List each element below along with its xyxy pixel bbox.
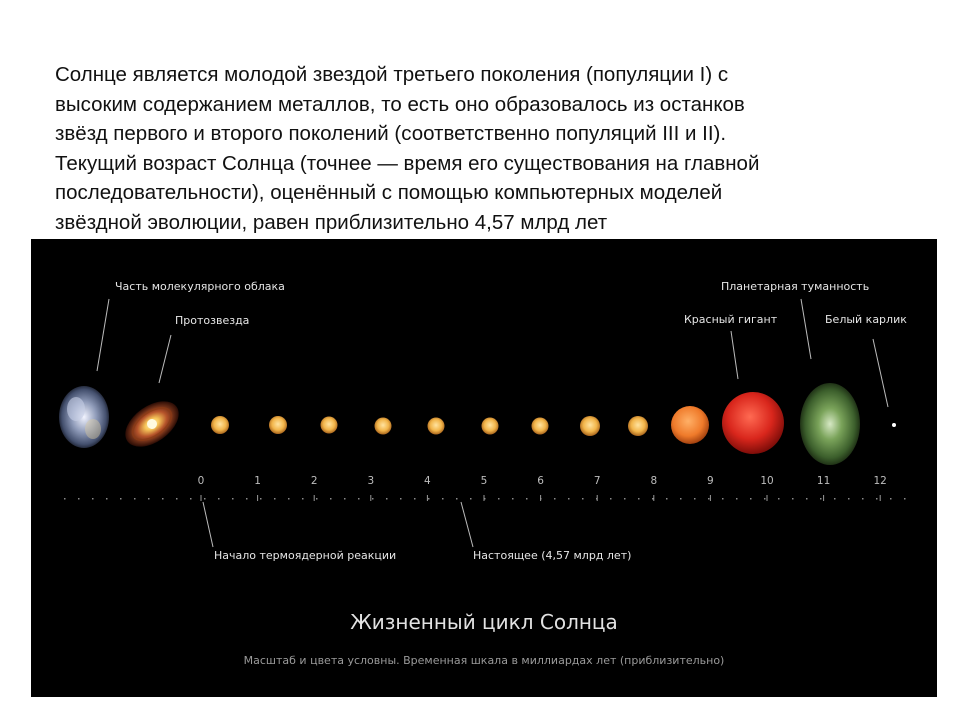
minor-tick: [414, 498, 416, 500]
pointer-line: [873, 339, 888, 407]
minor-tick: [232, 498, 234, 500]
minor-tick: [302, 498, 304, 500]
minor-tick: [792, 498, 794, 500]
minor-tick: [554, 498, 556, 500]
minor-tick: [92, 498, 94, 500]
minor-tick: [442, 498, 444, 500]
sun-lifecycle-diagram: [31, 239, 937, 697]
sun-3: [375, 418, 392, 435]
tick-label: 9: [707, 475, 714, 487]
minor-tick: [470, 498, 472, 500]
minor-tick: [736, 498, 738, 500]
intro-line: Солнце является молодой звездой третьего поколения (популяции I) с: [55, 63, 729, 86]
minor-tick: [260, 498, 262, 500]
pointer-line: [731, 331, 738, 379]
minor-tick: [694, 498, 696, 500]
sun-5: [482, 418, 499, 435]
pointer-line: [461, 502, 473, 547]
pointer-line: [801, 299, 811, 359]
minor-tick: [372, 498, 374, 500]
tick-label: 12: [873, 475, 887, 487]
minor-tick: [274, 498, 276, 500]
minor-tick: [568, 498, 570, 500]
minor-tick: [246, 498, 248, 500]
tick-label: 2: [310, 475, 318, 487]
minor-tick: [386, 498, 388, 500]
timeline-axis: [64, 475, 906, 501]
minor-tick: [64, 498, 66, 500]
pointer-line: [159, 335, 171, 383]
minor-tick: [680, 498, 682, 500]
tick-label: 11: [816, 475, 831, 487]
minor-tick: [148, 498, 150, 500]
minor-tick: [526, 498, 528, 500]
minor-tick: [764, 498, 766, 500]
white-dwarf: [892, 423, 896, 427]
tick-label: 10: [760, 475, 774, 487]
intro-line: высоким содержанием металлов, то есть оно образовалось из останков: [55, 92, 745, 116]
label-white-dwarf: Белый карлик: [825, 313, 907, 326]
minor-tick: [78, 498, 80, 500]
minor-tick: [162, 498, 164, 500]
sun-1: [269, 416, 287, 434]
sun-8: [628, 416, 648, 436]
diagram-canvas: [31, 239, 937, 697]
diagram-title: Жизненный цикл Солнца: [350, 610, 618, 634]
red-giant: [722, 392, 784, 454]
minor-tick: [582, 498, 584, 500]
minor-tick: [288, 498, 290, 500]
tick-label: 1: [254, 475, 261, 487]
tick-label: 0: [197, 475, 205, 487]
minor-tick: [666, 498, 668, 500]
label-molecular-cloud: Часть молекулярного облака: [115, 280, 285, 293]
minor-tick: [204, 498, 206, 500]
minor-tick: [358, 498, 360, 500]
minor-tick: [778, 498, 780, 500]
label-red-giant: Красный гигант: [684, 313, 778, 326]
minor-tick: [890, 498, 892, 500]
diagram-subtitle: Масштаб и цвета условны. Временная шкала в миллиардах лет (приблизительно): [243, 654, 725, 667]
tick-label: 4: [424, 475, 431, 487]
molecular-cloud: [59, 386, 109, 448]
sun-7: [580, 416, 600, 436]
minor-tick: [862, 498, 864, 500]
orange-sun: [671, 406, 709, 444]
minor-tick: [750, 498, 752, 500]
minor-tick: [638, 498, 640, 500]
minor-tick: [316, 498, 318, 500]
minor-tick: [904, 498, 906, 500]
minor-tick: [722, 498, 724, 500]
tick-label: 8: [650, 475, 658, 487]
minor-tick: [848, 498, 850, 500]
label-present: Настоящее (4,57 млрд лет): [473, 549, 632, 562]
minor-tick: [708, 498, 710, 500]
minor-tick: [498, 498, 500, 500]
intro-line: звёзд первого и второго поколений (соответственно популяций III и II).: [55, 122, 727, 145]
minor-tick: [190, 498, 192, 500]
tick-label: 6: [537, 475, 544, 487]
tick-label: 7: [593, 475, 601, 487]
minor-tick: [120, 498, 122, 500]
sun-2: [321, 417, 338, 434]
minor-tick: [176, 498, 178, 500]
minor-tick: [806, 498, 808, 500]
minor-tick: [876, 498, 878, 500]
intro-text: [55, 60, 915, 237]
tick-label: 3: [367, 475, 375, 487]
sun-0: [211, 416, 229, 434]
minor-tick: [610, 498, 612, 500]
label-protostar: Протозвезда: [175, 314, 250, 327]
minor-tick: [134, 498, 136, 500]
minor-tick: [344, 498, 346, 500]
tick-label: 5: [480, 475, 488, 487]
protostar: [117, 392, 187, 456]
intro-line: Текущий возраст Солнца (точнее — время его существования на главной: [55, 151, 760, 175]
minor-tick: [428, 498, 430, 500]
minor-tick: [456, 498, 458, 500]
sun-4: [428, 418, 445, 435]
minor-tick: [624, 498, 626, 500]
minor-tick: [218, 498, 220, 500]
minor-tick: [330, 498, 332, 500]
intro-line: звёздной эволюции, равен приблизительно 4,57 млрд лет: [55, 210, 608, 234]
sun-6: [532, 418, 549, 435]
label-planetary-nebula: Планетарная туманность: [721, 280, 870, 293]
pointer-line: [203, 502, 213, 547]
pointer-line: [97, 299, 109, 371]
intro-line: последовательности), оценённый с помощью компьютерных моделей: [55, 181, 723, 204]
minor-tick: [820, 498, 822, 500]
minor-tick: [106, 498, 108, 500]
minor-tick: [512, 498, 514, 500]
planetary-nebula: [800, 383, 860, 465]
minor-tick: [400, 498, 402, 500]
minor-tick: [652, 498, 654, 500]
label-fusion-start: Начало термоядерной реакции: [214, 549, 397, 562]
minor-tick: [834, 498, 836, 500]
